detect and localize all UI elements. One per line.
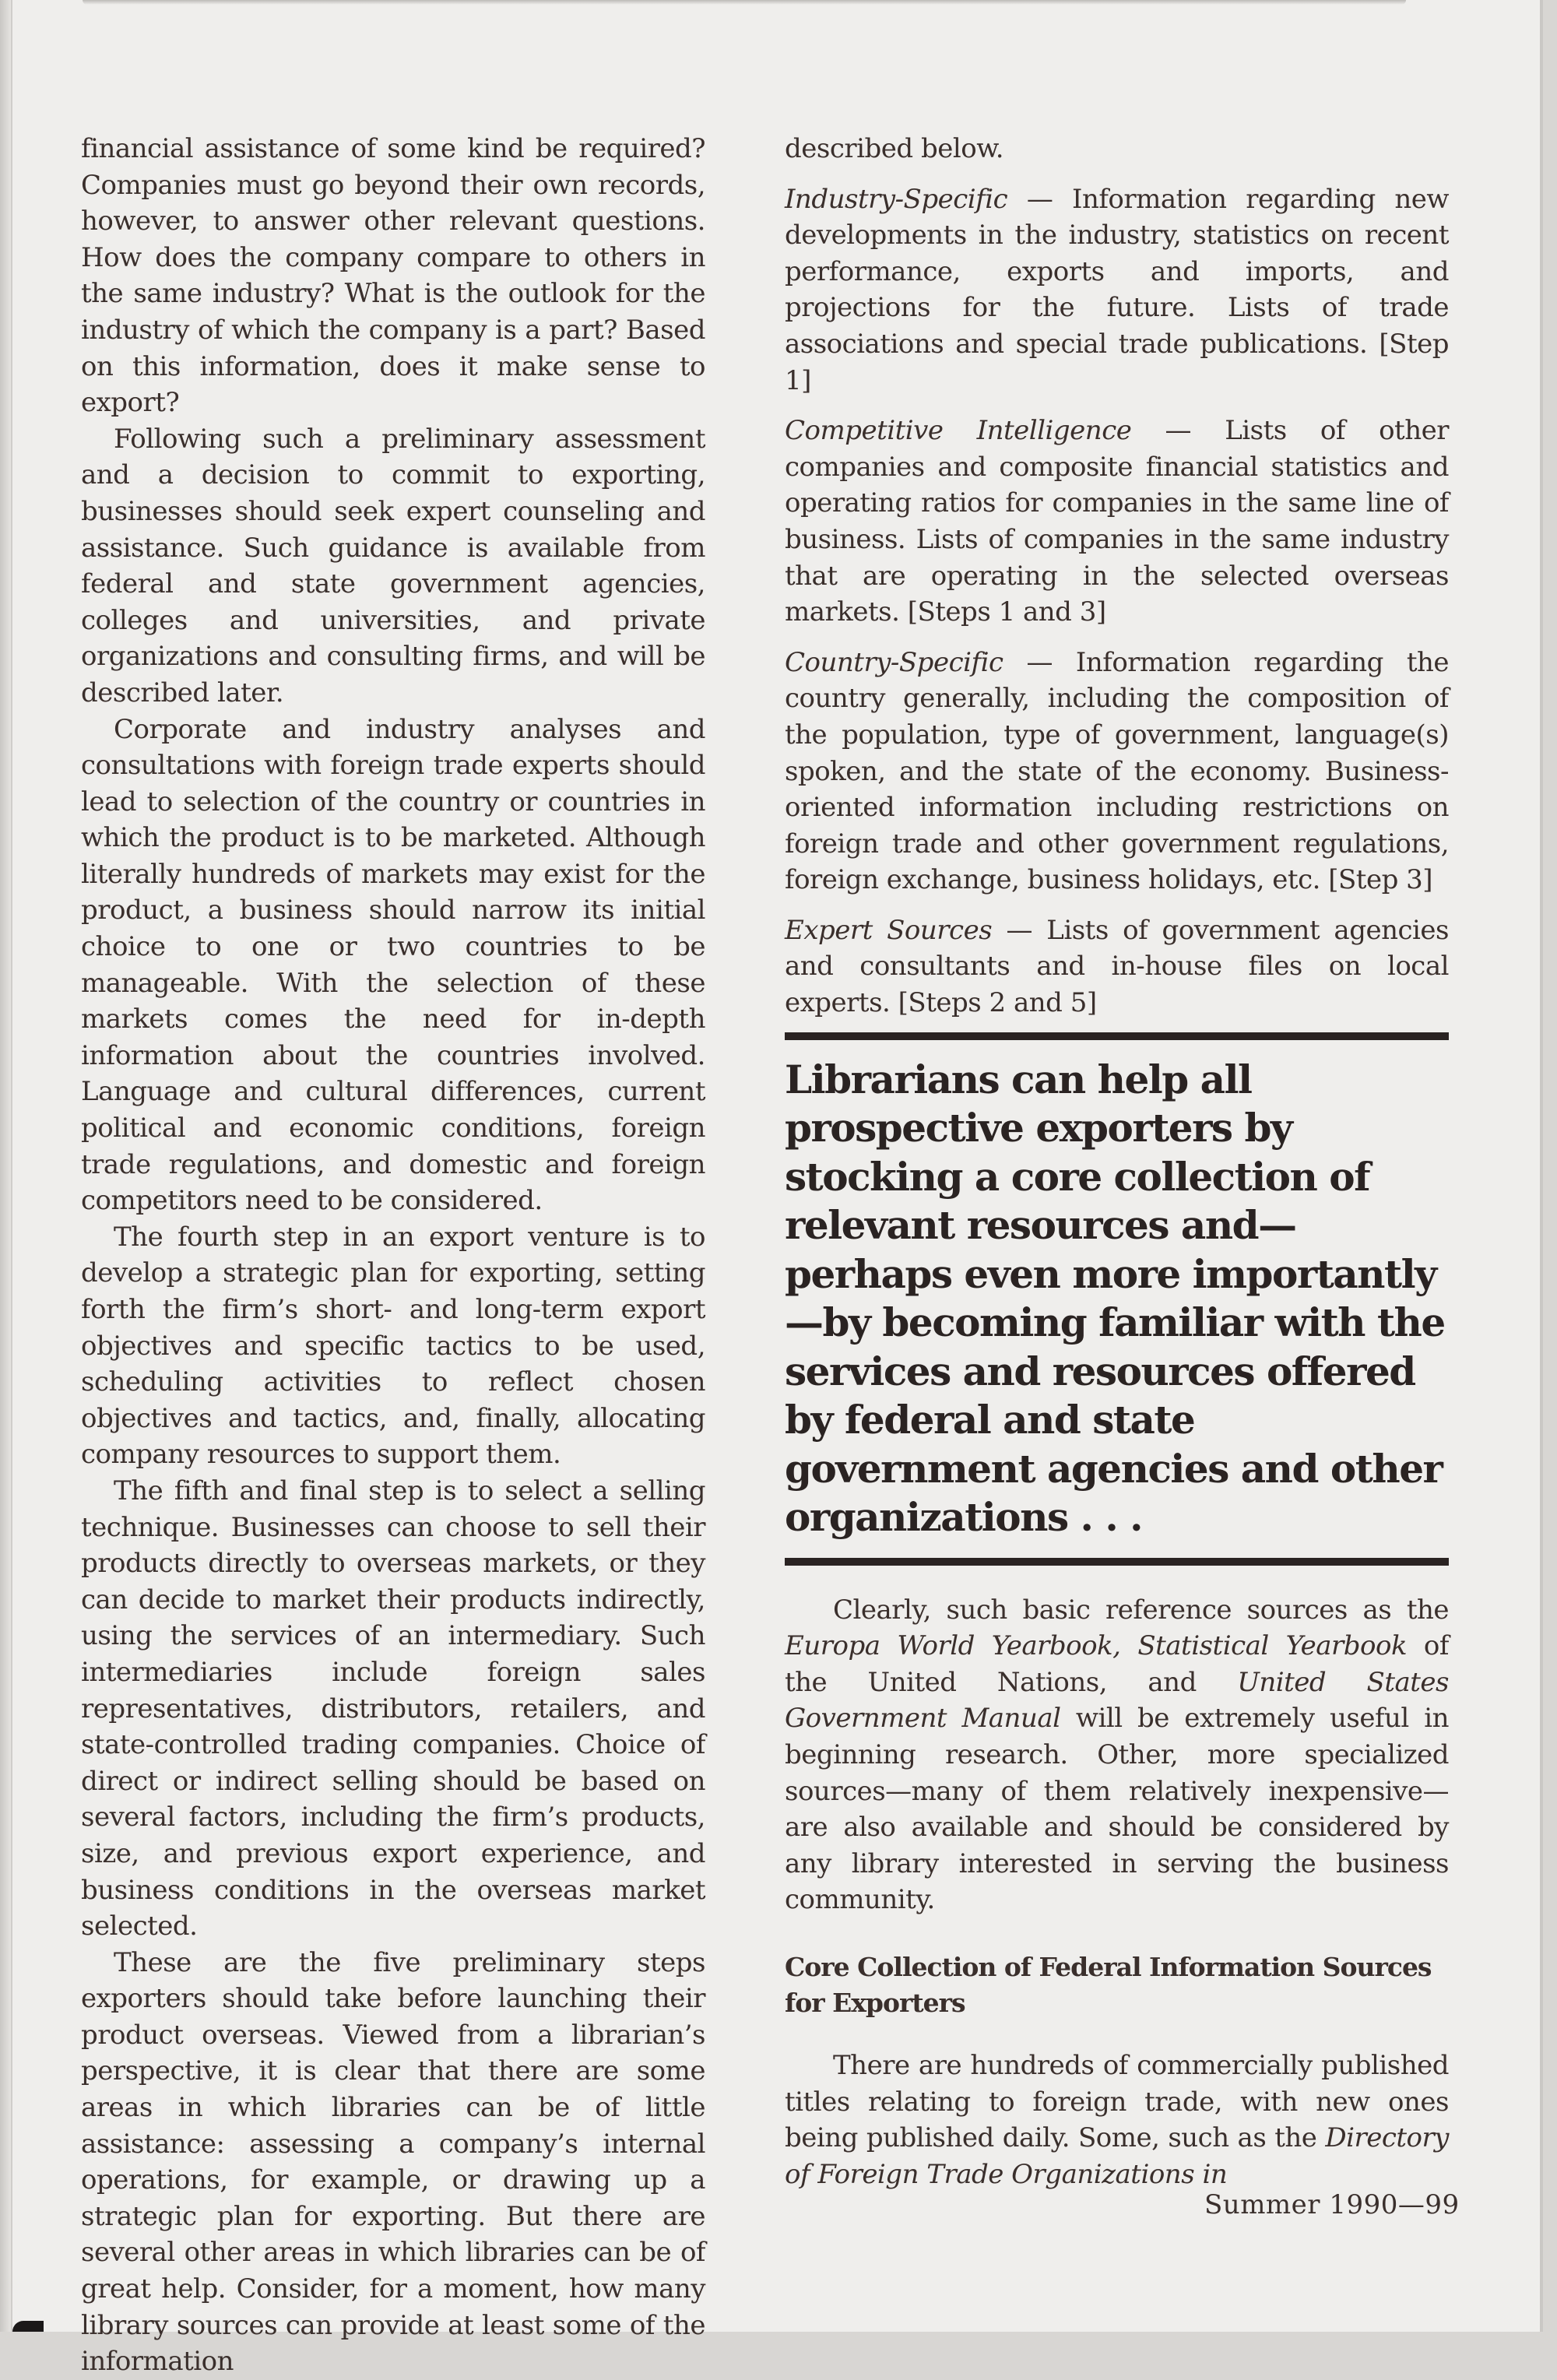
book-title: United States Government Manual xyxy=(785,1666,1449,1735)
definition-dash: — xyxy=(992,914,1047,946)
definition-term: Competitive Intelligence xyxy=(785,415,1132,447)
definition-text: Information regarding new developments in the industry, statistics on recent performance, exports and imports, and projections for the future. Lists of trade associations and special trade publications. [Step 1] xyxy=(785,183,1449,396)
body-paragraph xyxy=(785,1592,1449,1918)
definition-text: Lists of government agencies and consultants and in-house files on local experts. [Steps 2 and 5] xyxy=(785,914,1449,1019)
definition-text: Lists of other companies and composite financial statistics and operating ratios for companies in the same line of business. Lists of companies in the same industry that are operating in the selected overseas markets. [Steps 1 and 3] xyxy=(785,415,1449,628)
pullquote-top-rule xyxy=(785,1032,1449,1040)
definition-industry-specific xyxy=(785,181,1449,399)
paragraph-text: Clearly, such basic reference sources as the xyxy=(833,1594,1449,1626)
definition-country-specific xyxy=(785,645,1449,898)
body-paragraph: The fourth step in an export venture is to develop a strategic plan for exporting, setting forth the firm’s short- and long-term export objectives and specific tactics to be used, scheduling activities to reflect chosen objectives and tactics, and, finally, allocating company resources to support them. xyxy=(81,1221,705,1471)
body-paragraph xyxy=(785,2048,1449,2192)
definition-dash: — xyxy=(1003,646,1076,678)
definition-dash: — xyxy=(1131,415,1225,447)
paragraph-text: There are hundreds of commercially published titles relating to foreign trade, with new ones being published daily. Some, such as the xyxy=(785,2050,1449,2154)
book-title: Europa World Yearbook, Statistical Yearbook xyxy=(785,1630,1408,1662)
definition-term: Country-Specific xyxy=(785,646,1003,678)
book-title: Directory of Foreign Trade Organizations in xyxy=(785,2122,1449,2190)
top-page-shadow xyxy=(83,0,1406,5)
paragraph-text: of the United Nations, and xyxy=(785,1630,1449,1698)
corner-mark xyxy=(12,2321,44,2332)
section-subheading: Core Collection of Federal Information Sources for Exporters xyxy=(785,1952,1432,2018)
body-paragraph: Corporate and industry analyses and consultations with foreign trade experts should lead to selection of the country or countries in which the product is to be marketed. Although literally hundreds of markets may exist for the product, a business should narrow its initial choice to one or two countries to be manageable. With the selection of these markets comes the need for in-depth information about the countries involved. Language and cultural differences, current political and economic conditions, foreign trade regulations, and domestic and foreign competitors need to be considered. xyxy=(81,713,705,1217)
definition-term: Expert Sources xyxy=(785,914,993,946)
paragraph-text: will be extremely useful in beginning research. Other, more specialized sources—many of them relatively inexpensive—are also available and should be considered by any library interested in serving the business community. xyxy=(785,1703,1449,1916)
definition-competitive-intelligence xyxy=(785,413,1449,631)
definition-expert-sources xyxy=(785,912,1449,1021)
intro-line: described below. xyxy=(785,133,1004,164)
left-column xyxy=(81,131,705,2380)
page-binding-edge xyxy=(0,0,11,2332)
definition-dash: — xyxy=(1007,183,1073,215)
body-paragraph: Following such a preliminary assessment and a decision to commit to exporting, businesses should seek expert counseling and assistance. Such guidance is available from federal and state government agencies, colleges and universities, and private organizations and consulting firms, and will be described later. xyxy=(81,423,705,708)
body-paragraph: These are the five preliminary steps exporters should take before launching their product overseas. Viewed from a librarian’s perspective, it is clear that there are some areas in which libraries can be of little assistance: assessing a company’s internal operations, for example, or drawing up a strategic plan for exporting. But there are several other areas in which libraries can be of great help. Consider, for a moment, how many library sources can provide at least some of the information xyxy=(81,1946,705,2378)
pullquote-bottom-rule xyxy=(785,1558,1449,1566)
right-column xyxy=(785,131,1449,2192)
definition-term: Industry-Specific xyxy=(785,183,1008,215)
body-paragraph: The fifth and final step is to select a selling technique. Businesses can choose to sell their products directly to overseas markets, or they can decide to market their products indirectly, using the services of an intermediary. Such intermediaries include foreign sales representatives, distributors, retailers, and state-controlled trading companies. Choice of direct or indirect selling should be based on several factors, including the firm’s products, size, and previous export experience, and business conditions in the overseas market selected. xyxy=(81,1475,705,1942)
body-paragraph: financial assistance of some kind be required? Companies must go beyond their own records, however, to answer other relevant questions. How does the company compare to others in the same industry? What is the outlook for the industry of which the company is a part? Based on this information, does it make sense to export? xyxy=(81,133,705,419)
pullquote: Librarians can help all prospective exporters by stocking a core collection of relevant resources and—perhaps even more importantly—by becoming familiar with the services and resources offered by federal and state government agencies and other organizations . . . xyxy=(785,1056,1445,1541)
page-folio: Summer 1990—99 xyxy=(1204,2189,1460,2220)
definition-text: Information regarding the country generally, including the composition of the population, type of government, language(s) spoken, and the state of the economy. Business-oriented information including restrictions on foreign trade and other government regulations, foreign exchange, business holidays, etc. [Step 3] xyxy=(785,646,1449,896)
